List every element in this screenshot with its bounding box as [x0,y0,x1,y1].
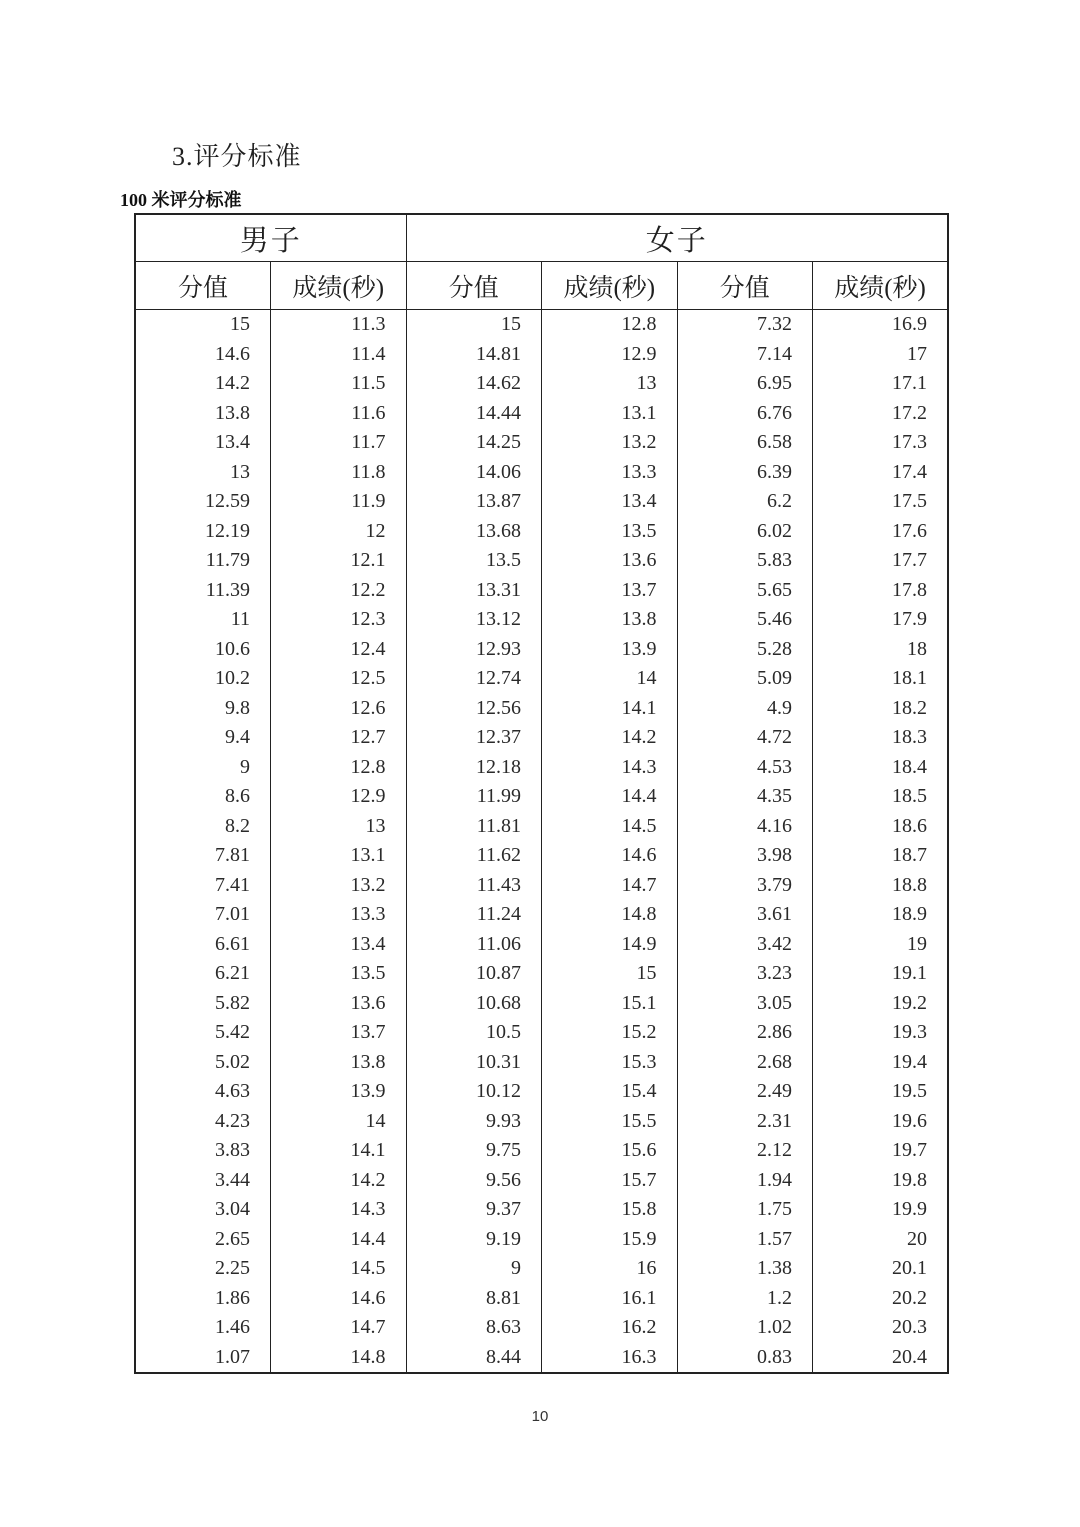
table-cell: 2.86 [677,1018,813,1048]
table-row [135,841,948,871]
table-cell: 1.57 [677,1225,813,1255]
table-cell: 14.2 [542,723,678,753]
table-row [135,900,948,930]
table-cell: 6.21 [135,959,271,989]
table-cell: 5.65 [677,576,813,606]
table-cell: 8.2 [135,812,271,842]
column-header-result-men: 成绩(秒) [271,262,407,310]
table-cell: 2.49 [677,1077,813,1107]
section-title: 3.评分标准 [172,142,302,171]
table-cell: 5.83 [677,546,813,576]
table-cell: 18 [813,635,949,665]
table-body [135,310,948,1374]
table-cell: 15.2 [542,1018,678,1048]
table-cell: 3.79 [677,871,813,901]
table-cell: 13 [271,812,407,842]
table-cell: 18.9 [813,900,949,930]
table-cell: 11 [135,605,271,635]
table-cell: 11.39 [135,576,271,606]
table-cell: 19.3 [813,1018,949,1048]
table-row [135,1077,948,1107]
table-cell: 20.2 [813,1284,949,1314]
table-cell: 9.8 [135,694,271,724]
table-cell: 15 [542,959,678,989]
table-cell: 14.1 [271,1136,407,1166]
table-cell: 12.6 [271,694,407,724]
group-header-women: 女子 [406,214,948,262]
table-cell: 14.4 [271,1225,407,1255]
table-cell: 3.04 [135,1195,271,1225]
table-cell: 17.2 [813,399,949,429]
table-cell: 7.81 [135,841,271,871]
table-cell: 11.6 [271,399,407,429]
table-cell: 14.2 [271,1166,407,1196]
table-cell: 17.6 [813,517,949,547]
table-cell: 12.7 [271,723,407,753]
table-cell: 20.4 [813,1343,949,1374]
table-cell: 11.24 [406,900,542,930]
table-cell: 15.7 [542,1166,678,1196]
table-cell: 15.8 [542,1195,678,1225]
table-cell: 3.05 [677,989,813,1019]
page-number: 10 [531,1408,549,1425]
column-header-score-women-2: 分值 [677,262,813,310]
table-cell: 6.2 [677,487,813,517]
table-cell: 9.19 [406,1225,542,1255]
table-cell: 13.9 [542,635,678,665]
table-cell: 15.4 [542,1077,678,1107]
table-cell: 12.59 [135,487,271,517]
table-cell: 5.02 [135,1048,271,1078]
table-cell: 10.68 [406,989,542,1019]
table-cell: 18.7 [813,841,949,871]
table-cell: 4.63 [135,1077,271,1107]
table-cell: 14.62 [406,369,542,399]
table-cell: 16.9 [813,310,949,340]
table-row [135,871,948,901]
table-cell: 11.62 [406,841,542,871]
table-cell: 20.3 [813,1313,949,1343]
table-cell: 12.37 [406,723,542,753]
table-cell: 13.12 [406,605,542,635]
table-cell: 17.7 [813,546,949,576]
table-cell: 6.76 [677,399,813,429]
table-cell: 13.4 [135,428,271,458]
table-row [135,812,948,842]
table-cell: 11.79 [135,546,271,576]
table-cell: 19.4 [813,1048,949,1078]
table-row [135,959,948,989]
table-cell: 8.81 [406,1284,542,1314]
table-cell: 2.31 [677,1107,813,1137]
table-cell: 2.65 [135,1225,271,1255]
table-cell: 12 [271,517,407,547]
table-cell: 13.5 [542,517,678,547]
table-cell: 12.74 [406,664,542,694]
table-cell: 15 [406,310,542,340]
table-row [135,1018,948,1048]
table-caption: 100 米评分标准 [120,190,242,210]
table-cell: 14.8 [542,900,678,930]
table-cell: 18.3 [813,723,949,753]
table-cell: 14.5 [271,1254,407,1284]
table-cell: 13.7 [271,1018,407,1048]
column-header-row [135,262,948,310]
table-cell: 5.46 [677,605,813,635]
table-row [135,369,948,399]
table-row [135,1136,948,1166]
table-cell: 14 [271,1107,407,1137]
table-row [135,1107,948,1137]
table-cell: 14.81 [406,340,542,370]
table-row [135,1284,948,1314]
table-row [135,487,948,517]
table-cell: 11.4 [271,340,407,370]
table-cell: 15.9 [542,1225,678,1255]
table-cell: 8.6 [135,782,271,812]
table-cell: 3.61 [677,900,813,930]
table-cell: 15.5 [542,1107,678,1137]
column-header-result-women-2: 成绩(秒) [813,262,949,310]
table-cell: 19.9 [813,1195,949,1225]
table-cell: 6.58 [677,428,813,458]
table-cell: 13.68 [406,517,542,547]
scoring-table [134,213,949,1374]
table-cell: 6.39 [677,458,813,488]
table-cell: 4.72 [677,723,813,753]
table-cell: 14.6 [135,340,271,370]
table-cell: 14.8 [271,1343,407,1374]
table-row [135,310,948,340]
table-cell: 9.4 [135,723,271,753]
table-cell: 12.4 [271,635,407,665]
table-cell: 11.5 [271,369,407,399]
table-cell: 13.2 [271,871,407,901]
table-cell: 5.09 [677,664,813,694]
table-cell: 14.06 [406,458,542,488]
table-cell: 17.4 [813,458,949,488]
table-cell: 18.8 [813,871,949,901]
column-header-score-men: 分值 [135,262,271,310]
table-cell: 13.3 [271,900,407,930]
table-row [135,1254,948,1284]
table-cell: 13.4 [542,487,678,517]
table-cell: 6.95 [677,369,813,399]
table-cell: 13 [135,458,271,488]
table-cell: 0.83 [677,1343,813,1374]
table-cell: 19 [813,930,949,960]
table-cell: 18.2 [813,694,949,724]
table-cell: 13.8 [542,605,678,635]
table-cell: 7.41 [135,871,271,901]
table-cell: 9.75 [406,1136,542,1166]
table-cell: 1.75 [677,1195,813,1225]
table-cell: 12.8 [271,753,407,783]
table-cell: 2.25 [135,1254,271,1284]
table-cell: 10.6 [135,635,271,665]
table-cell: 10.12 [406,1077,542,1107]
table-cell: 13.1 [542,399,678,429]
table-cell: 12.56 [406,694,542,724]
table-cell: 15 [135,310,271,340]
table-cell: 19.6 [813,1107,949,1137]
table-cell: 14.7 [271,1313,407,1343]
table-cell: 12.1 [271,546,407,576]
table-cell: 9.37 [406,1195,542,1225]
table-cell: 7.32 [677,310,813,340]
table-cell: 18.4 [813,753,949,783]
table-cell: 13.5 [271,959,407,989]
table-cell: 9.93 [406,1107,542,1137]
table-cell: 1.2 [677,1284,813,1314]
table-cell: 11.99 [406,782,542,812]
table-cell: 13.3 [542,458,678,488]
table-cell: 13.2 [542,428,678,458]
table-cell: 15.3 [542,1048,678,1078]
table-cell: 11.81 [406,812,542,842]
group-header-men: 男子 [135,214,406,262]
table-row [135,399,948,429]
table-cell: 1.38 [677,1254,813,1284]
table-cell: 15.1 [542,989,678,1019]
table-cell: 19.8 [813,1166,949,1196]
table-cell: 13.7 [542,576,678,606]
table-cell: 16.1 [542,1284,678,1314]
table-cell: 17.3 [813,428,949,458]
table-cell: 13.8 [271,1048,407,1078]
table-row [135,635,948,665]
table-cell: 12.3 [271,605,407,635]
table-row [135,930,948,960]
table-cell: 16.2 [542,1313,678,1343]
table-cell: 4.9 [677,694,813,724]
table-cell: 15.6 [542,1136,678,1166]
table-cell: 11.43 [406,871,542,901]
table-row [135,458,948,488]
table-cell: 3.44 [135,1166,271,1196]
table-cell: 17.9 [813,605,949,635]
table-cell: 12.2 [271,576,407,606]
table-cell: 14.6 [542,841,678,871]
table-cell: 2.68 [677,1048,813,1078]
table-row [135,340,948,370]
table-cell: 4.23 [135,1107,271,1137]
table-cell: 5.28 [677,635,813,665]
table-row [135,753,948,783]
table-row [135,694,948,724]
table-cell: 14.44 [406,399,542,429]
table-cell: 20.1 [813,1254,949,1284]
table-cell: 19.7 [813,1136,949,1166]
table-cell: 8.44 [406,1343,542,1374]
table-cell: 14.2 [135,369,271,399]
table-cell: 7.01 [135,900,271,930]
table-cell: 13 [542,369,678,399]
table-row [135,576,948,606]
table-cell: 14.4 [542,782,678,812]
table-row [135,1225,948,1255]
table-cell: 11.06 [406,930,542,960]
table-cell: 10.31 [406,1048,542,1078]
table-cell: 13.87 [406,487,542,517]
table-cell: 12.5 [271,664,407,694]
table-cell: 18.5 [813,782,949,812]
table-cell: 11.3 [271,310,407,340]
table-row [135,664,948,694]
table-cell: 13.31 [406,576,542,606]
table-cell: 16.3 [542,1343,678,1374]
table-cell: 17 [813,340,949,370]
table-cell: 17.1 [813,369,949,399]
table-cell: 14.9 [542,930,678,960]
table-cell: 1.94 [677,1166,813,1196]
table-cell: 13.6 [542,546,678,576]
table-cell: 6.02 [677,517,813,547]
table-cell: 9.56 [406,1166,542,1196]
table-header [135,214,948,310]
table-row [135,782,948,812]
table-cell: 13.5 [406,546,542,576]
table-row [135,546,948,576]
column-header-score-women-1: 分值 [406,262,542,310]
table-cell: 3.83 [135,1136,271,1166]
table-cell: 1.86 [135,1284,271,1314]
table-cell: 13.1 [271,841,407,871]
table-cell: 18.1 [813,664,949,694]
table-cell: 12.9 [271,782,407,812]
table-row [135,605,948,635]
group-header-row [135,214,948,262]
table-cell: 4.35 [677,782,813,812]
table-row [135,428,948,458]
table-cell: 14.25 [406,428,542,458]
table-row [135,723,948,753]
table-row [135,1048,948,1078]
table-cell: 5.82 [135,989,271,1019]
table-row [135,517,948,547]
table-cell: 14.3 [542,753,678,783]
table-cell: 13.9 [271,1077,407,1107]
table-cell: 12.19 [135,517,271,547]
table-row [135,1195,948,1225]
table-row [135,1343,948,1374]
table-cell: 10.5 [406,1018,542,1048]
table-row [135,1166,948,1196]
table-cell: 12.8 [542,310,678,340]
table-cell: 14.5 [542,812,678,842]
table-cell: 8.63 [406,1313,542,1343]
table-cell: 14 [542,664,678,694]
table-cell: 3.42 [677,930,813,960]
table-cell: 10.87 [406,959,542,989]
table-cell: 13.8 [135,399,271,429]
table-cell: 19.1 [813,959,949,989]
table-cell: 11.8 [271,458,407,488]
table-cell: 3.23 [677,959,813,989]
table-cell: 16 [542,1254,678,1284]
table-cell: 11.7 [271,428,407,458]
table-cell: 4.53 [677,753,813,783]
table-cell: 12.9 [542,340,678,370]
table-row [135,989,948,1019]
table-cell: 19.2 [813,989,949,1019]
table-cell: 1.07 [135,1343,271,1374]
table-cell: 9 [406,1254,542,1284]
table-cell: 10.2 [135,664,271,694]
table-cell: 14.1 [542,694,678,724]
table-cell: 2.12 [677,1136,813,1166]
table-row [135,1313,948,1343]
table-cell: 1.46 [135,1313,271,1343]
table-cell: 12.18 [406,753,542,783]
table-cell: 14.6 [271,1284,407,1314]
table-cell: 1.02 [677,1313,813,1343]
table-cell: 13.4 [271,930,407,960]
table-cell: 19.5 [813,1077,949,1107]
table-cell: 14.3 [271,1195,407,1225]
table-cell: 11.9 [271,487,407,517]
table-cell: 18.6 [813,812,949,842]
table-cell: 13.6 [271,989,407,1019]
table-cell: 3.98 [677,841,813,871]
table-cell: 20 [813,1225,949,1255]
table-cell: 5.42 [135,1018,271,1048]
table-cell: 9 [135,753,271,783]
table-cell: 4.16 [677,812,813,842]
table-cell: 12.93 [406,635,542,665]
column-header-result-women-1: 成绩(秒) [542,262,678,310]
table-cell: 14.7 [542,871,678,901]
table-cell: 7.14 [677,340,813,370]
table-cell: 17.5 [813,487,949,517]
table-cell: 6.61 [135,930,271,960]
table-cell: 17.8 [813,576,949,606]
